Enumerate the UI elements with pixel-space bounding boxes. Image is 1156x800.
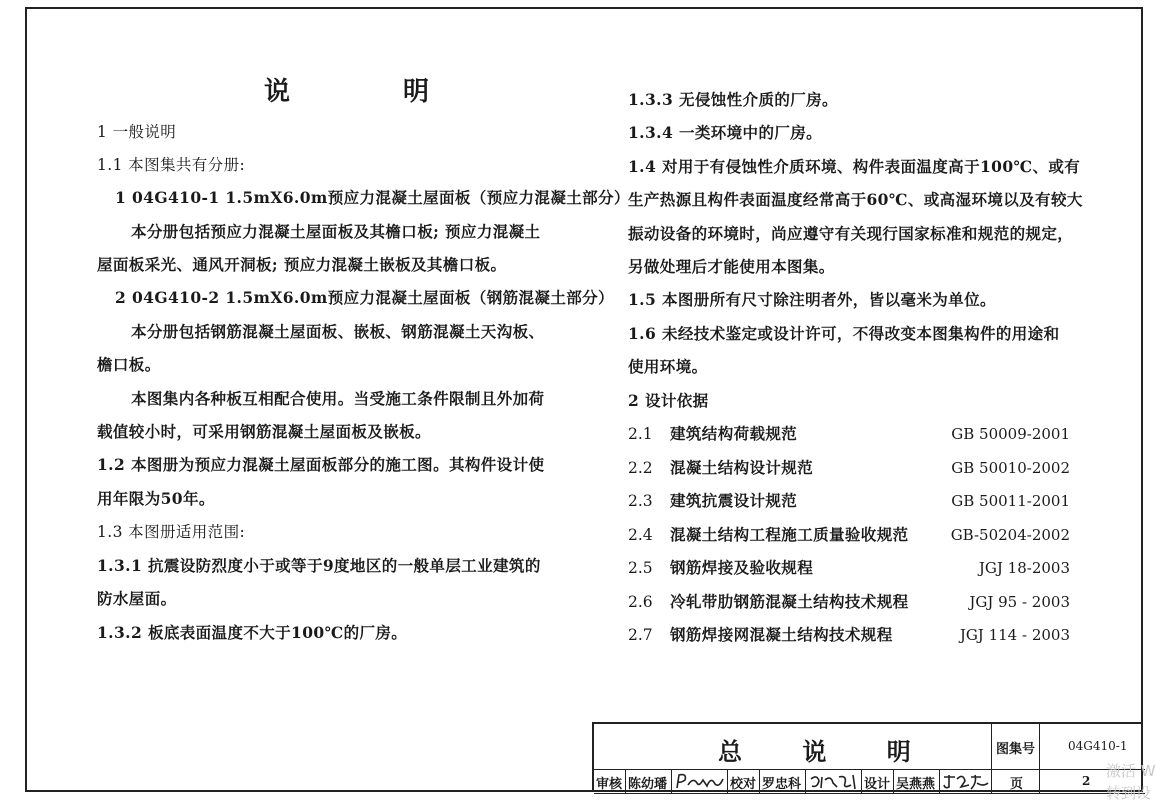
right-text-line: 1.6 未经技术鉴定或设计许可，不得改变本图集构件的用途和 <box>628 324 1060 343</box>
review-label: 审核 <box>596 777 623 792</box>
reference-code: GB 50011-2001 <box>951 492 1070 510</box>
left-text-line: 防水屋面。 <box>97 589 177 608</box>
design-name-cell <box>894 770 940 794</box>
left-text-line: 1.3.2 板底表面温度不大于100℃的厂房。 <box>97 623 408 642</box>
review-name: 陈幼璠 <box>628 777 668 792</box>
right-text-line: 生产热源且构件表面温度经常高于60℃、或高湿环境以及有较大 <box>628 190 1083 209</box>
check-label: 校对 <box>730 777 757 792</box>
left-text-line: 屋面板采光、通风开洞板; 预应力混凝土嵌板及其檐口板。 <box>97 255 507 274</box>
reference-code: GB-50204-2002 <box>950 526 1070 544</box>
reference-code: JGJ 114 - 2003 <box>959 626 1070 644</box>
sheet-title: 总 说 明 <box>718 738 937 766</box>
reference-number: 2.2 <box>628 459 653 477</box>
right-text-line: 1.5 本图册所有尺寸除注明者外，皆以毫米为单位。 <box>628 290 996 309</box>
review-label-cell <box>594 770 626 794</box>
left-text-line: 2 04G410-2 1.5mX6.0m预应力混凝土屋面板（钢筋混凝土部分） <box>115 288 614 307</box>
check-name: 罗忠科 <box>762 777 802 792</box>
title-block <box>592 722 1143 792</box>
reference-name: 钢筋焊接及验收规程 <box>670 558 814 577</box>
reference-name: 钢筋焊接网混凝土结构技术规程 <box>670 625 893 644</box>
design-label: 设计 <box>864 777 891 792</box>
design-label-cell <box>862 770 894 794</box>
right-text-line: 1.3.3 无侵蚀性介质的厂房。 <box>628 90 838 109</box>
left-text-line: 本图集内各种板互相配合使用。当受施工条件限制且外加荷 <box>131 389 545 408</box>
reference-code: JGJ 95 - 2003 <box>969 593 1070 611</box>
reference-number: 2.4 <box>628 526 653 544</box>
design-signature-icon <box>941 771 991 793</box>
atlas-label-cell <box>992 724 1040 770</box>
left-text-line: 1.3 本图册适用范围: <box>97 523 246 541</box>
atlas-value: 04G410-1 <box>1068 739 1128 753</box>
reference-code: GB 50009-2001 <box>951 425 1070 443</box>
review-name-cell <box>626 770 672 794</box>
left-text-line: 载值较小时，可采用钢筋混凝土屋面板及嵌板。 <box>97 422 431 441</box>
page-title: 说 明 <box>264 77 482 107</box>
left-text-line: 本分册包括预应力混凝土屋面板及其檐口板; 预应力混凝土 <box>131 222 541 241</box>
check-label-cell <box>728 770 760 794</box>
design-name: 吴燕燕 <box>896 777 936 792</box>
reference-row <box>628 491 1070 511</box>
right-text-line: 使用环境。 <box>628 357 708 376</box>
check-signature-cell <box>806 770 862 794</box>
reference-number: 2.6 <box>628 593 653 611</box>
reference-code: GB 50010-2002 <box>951 459 1070 477</box>
sheet-title-cell <box>594 724 992 770</box>
page-value: 2 <box>1082 774 1091 788</box>
left-text-line: 1.1 本图集共有分册: <box>97 156 246 174</box>
review-signature-cell <box>672 770 728 794</box>
left-text-line: 1 一般说明 <box>97 123 177 141</box>
reference-row <box>628 424 1070 444</box>
right-text-line: 2 设计依据 <box>628 391 709 410</box>
reference-row <box>628 525 1070 545</box>
reference-number: 2.5 <box>628 559 653 577</box>
right-text-line: 振动设备的环境时，尚应遵守有关现行国家标准和规范的规定， <box>628 224 1074 243</box>
reference-number: 2.1 <box>628 425 653 443</box>
right-text-line: 1.3.4 一类环境中的厂房。 <box>628 123 823 142</box>
left-text-line: 檐口板。 <box>97 355 161 374</box>
reference-row <box>628 558 1070 578</box>
reference-number: 2.3 <box>628 492 653 510</box>
page-label-cell <box>992 770 1040 794</box>
reference-name: 冷轧带肋钢筋混凝土结构技术规程 <box>670 592 909 611</box>
check-name-cell <box>760 770 806 794</box>
reference-name: 建筑结构荷载规范 <box>670 424 798 443</box>
check-signature-icon <box>807 771 861 793</box>
reference-name: 混凝土结构设计规范 <box>670 458 814 477</box>
reference-number: 2.7 <box>628 626 653 644</box>
page-label: 页 <box>1010 777 1024 792</box>
left-text-line: 本分册包括钢筋混凝土屋面板、嵌板、钢筋混凝土天沟板、 <box>131 322 545 341</box>
left-text-line: 1.2 本图册为预应力混凝土屋面板部分的施工图。其构件设计使 <box>97 455 545 474</box>
left-text-line: 用年限为50年。 <box>97 489 215 508</box>
reference-row <box>628 625 1070 645</box>
atlas-label: 图集号 <box>996 742 1036 757</box>
right-text-line: 1.4 对用于有侵蚀性介质环境、构件表面温度高于100℃、或有 <box>628 157 1081 176</box>
reference-code: JGJ 18-2003 <box>978 559 1070 577</box>
right-text-line: 另做处理后才能使用本图集。 <box>628 257 835 276</box>
design-signature-cell <box>940 770 992 794</box>
watermark-line2: 转到设 <box>1106 784 1152 800</box>
review-signature-icon <box>673 771 727 793</box>
watermark-line1: 激活 W <box>1106 762 1156 780</box>
reference-name: 建筑抗震设计规范 <box>670 491 798 510</box>
left-text-line: 1 04G410-1 1.5mX6.0m预应力混凝土屋面板（预应力混凝土部分） <box>115 188 630 207</box>
left-text-line: 1.3.1 抗震设防烈度小于或等于9度地区的一般单层工业建筑的 <box>97 556 541 575</box>
reference-name: 混凝土结构工程施工质量验收规范 <box>670 525 909 544</box>
reference-row <box>628 458 1070 478</box>
reference-row <box>628 592 1070 612</box>
